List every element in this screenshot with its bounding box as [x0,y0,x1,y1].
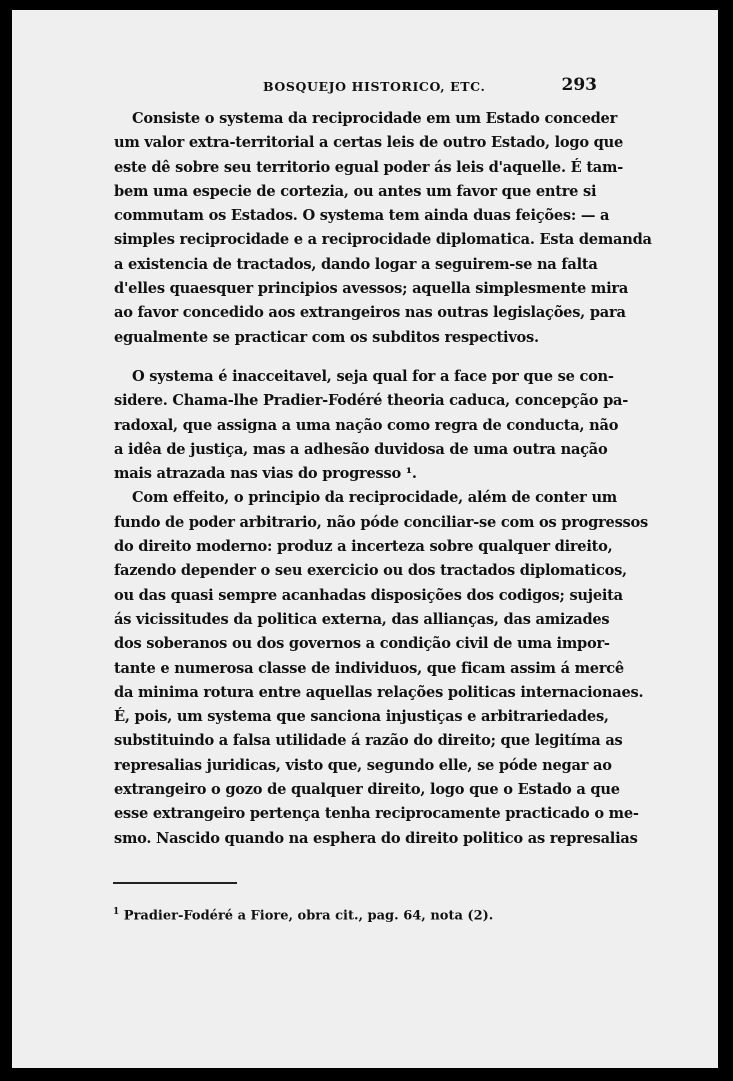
text-line: Consiste o systema da reciprocidade em um Estado conceder [132,110,618,127]
text-line: simples reciprocidade e a reciprocidade diplomatica. Esta demanda [114,231,652,249]
text-line: smo. Nascido quando na esphera do direito politico as represalias [114,829,638,847]
text-line: ou das quasi sempre acanhadas disposições dos codigos; sujeita [114,586,623,604]
footnote [113,907,493,923]
text-line: fazendo depender o seu exercicio ou dos tractados diplomaticos, [114,562,627,580]
text-line: tante e numerosa classe de individuos, que ficam assim á mercê [114,659,624,677]
text-line: ás vicissitudes da politica externa, das allianças, das amizades [114,610,610,628]
text-line: dos soberanos ou dos governos a condição civil de uma impor- [114,635,610,653]
text-line: O systema é inacceitavel, seja qual for a face por que se con- [132,367,614,385]
text-line: radoxal, que assigna a uma nação como regra de conducta, não [114,416,619,434]
footnote-marker: 1 [113,907,120,917]
paragraph-3 [114,486,648,850]
text-line: a existencia de tractados, dando logar a seguirem-se na falta [114,255,598,273]
text-line: este dê sobre seu territorio egual poder ás leis d'aquelle. É tam- [114,158,624,176]
paragraph-1 [114,107,652,350]
text-line: da minima rotura entre aquellas relações politicas internacionaes. [114,683,644,701]
footnote-text: Pradier-Fodéré a Fiore, obra cit., pag. 64, nota (2). [123,908,494,924]
body-text [114,107,652,851]
text-line: bem uma especie de cortezia, ou antes um favor que entre si [114,182,597,200]
text-line: egualmente se practicar com os subditos respectivos. [114,328,539,346]
text-line: substituindo a falsa utilidade á razão do direito; que legitíma as [114,732,623,750]
text-line: commutam os Estados. O systema tem ainda duas feições: — a [114,207,610,225]
text-line: a idêa de justiça, mas a adhesão duvidosa de uma outra nação [114,440,608,458]
text-line: fundo de poder arbitrario, não póde conciliar-se com os progressos [114,513,648,531]
book-page [12,10,718,1068]
text-line: do direito moderno: produz a incerteza sobre qualquer direito, [114,538,613,556]
text-line: extrangeiro o gozo de qualquer direito, logo que o Estado a que [114,781,620,799]
page-number: 293 [561,75,597,95]
text-line: É, pois, um systema que sanciona injustiças e arbitrariedades, [114,708,609,726]
footnote-divider [113,882,237,884]
page-header [125,75,597,97]
text-line: um valor extra-territorial a certas leis de outro Estado, logo que [114,134,624,152]
running-title: BOSQUEJO HISTORICO, ETC. [263,79,486,94]
text-line: sidere. Chama-lhe Pradier-Fodéré theoria caduca, concepção pa- [114,392,629,410]
text-line: esse extrangeiro pertença tenha reciprocamente practicado o me- [114,805,639,823]
text-line: d'elles quaesquer principios avessos; aquella simplesmente mira [114,280,629,298]
text-line: mais atrazada nas vias do progresso ¹. [114,465,417,483]
paragraph-2 [114,365,629,486]
text-line: Com effeito, o principio da reciprocidade, além de conter um [132,489,617,507]
text-line: represalias juridicas, visto que, segundo elle, se póde negar ao [114,756,612,774]
text-line: ao favor concedido aos extrangeiros nas outras legislações, para [114,304,626,322]
